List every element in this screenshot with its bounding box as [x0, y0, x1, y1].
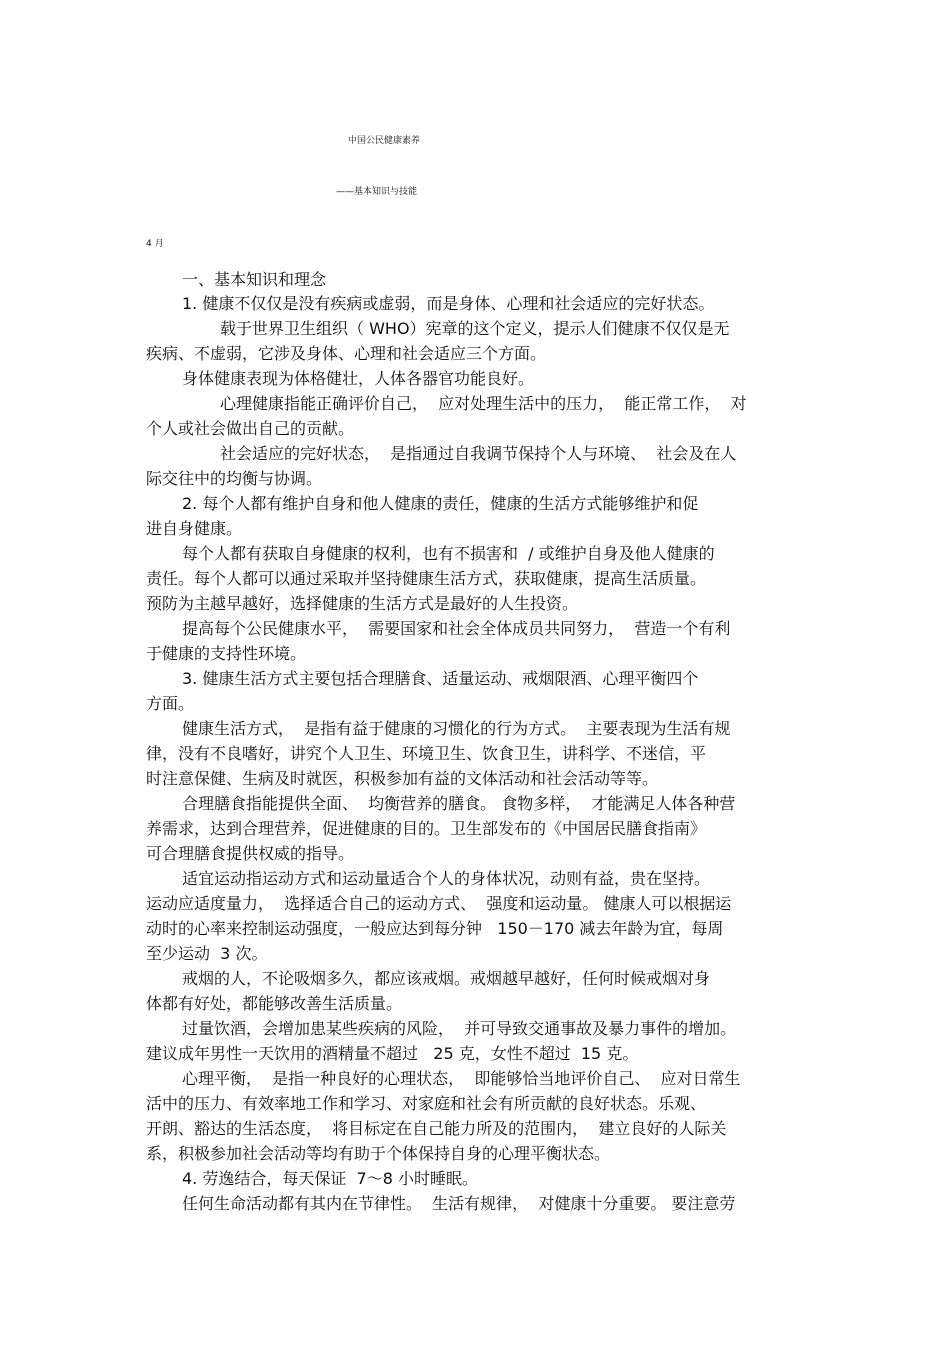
body-line: 1. 健康不仅仅是没有疾病或虚弱，而是身体、心理和社会适应的完好状态。 [182, 294, 715, 313]
body-line: 个人或社会做出自己的贡献。 [146, 419, 355, 438]
month-label: 4 月 [146, 239, 164, 249]
body-line: 进自身健康。 [146, 519, 243, 538]
body-line: 责任。每个人都可以通过采取并坚持健康生活方式，获取健康，提高生活质量。 [146, 569, 707, 588]
body-line: 载于世界卫生组织（ WHO）宪章的这个定义，提示人们健康不仅仅是无 [220, 319, 730, 338]
body-line: 心理平衡， 是指一种良好的心理状态， 即能够恰当地评价自己、 应对日常生 [182, 1069, 741, 1088]
body-line: 至少运动 3 次。 [146, 944, 268, 963]
body-line: 疾病、不虚弱，它涉及身体、心理和社会适应三个方面。 [146, 344, 547, 363]
body-line: 可合理膳食提供权威的指导。 [146, 844, 355, 863]
body-line: 律，没有不良嗜好，讲究个人卫生、环境卫生、饮食卫生，讲科学、不迷信，平 [146, 744, 707, 763]
body-line: 身体健康表现为体格健壮，人体各器官功能良好。 [182, 369, 535, 388]
body-line: 4. 劳逸结合，每天保证 7～8 小时睡眠。 [182, 1169, 478, 1188]
body-line: 健康生活方式， 是指有益于健康的习惯化的行为方式。 主要表现为生活有规 [182, 719, 731, 738]
body-line: 预防为主越早越好，选择健康的生活方式是最好的人生投资。 [146, 594, 579, 613]
body-line: 合理膳食指能提供全面、 均衡营养的膳食。 食物多样， 才能满足人体各种营 [182, 794, 736, 813]
body-line: 方面。 [146, 694, 195, 713]
body-line: 体都有好处，都能够改善生活质量。 [146, 994, 403, 1013]
body-line: 任何生命活动都有其内在节律性。 生活有规律， 对健康十分重要。 要注意劳 [182, 1194, 736, 1213]
body-line: 心理健康指能正确评价自己， 应对处理生活中的压力， 能正常工作， 对 [220, 394, 747, 413]
body-line: 系，积极参加社会活动等均有助于个体保持自身的心理平衡状态。 [146, 1144, 611, 1163]
body-line: 时注意保健、生病及时就医，积极参加有益的文体活动和社会活动等等。 [146, 769, 659, 788]
body-line: 活中的压力、有效率地工作和学习、对家庭和社会有所贡献的良好状态。乐观、 [146, 1094, 707, 1113]
body-line: 2. 每个人都有维护自身和他人健康的责任，健康的生活方式能够维护和促 [182, 494, 699, 513]
body-line: 戒烟的人，不论吸烟多久，都应该戒烟。戒烟越早越好，任何时候戒烟对身 [182, 969, 711, 988]
body-line: 开朗、豁达的生活态度， 将目标定在自己能力所及的范围内， 建立良好的人际关 [146, 1119, 727, 1138]
body-line: 于健康的支持性环境。 [146, 644, 307, 663]
body-line: 养需求，达到合理营养，促进健康的目的。卫生部发布的《中国居民膳食指南》 [146, 819, 707, 838]
body-line: 社会适应的完好状态， 是指通过自我调节保持个人与环境、 社会及在人 [220, 444, 737, 463]
body-line: 动时的心率来控制运动强度，一般应达到每分钟 150－170 减去年龄为宜，每周 [146, 919, 724, 938]
body-line: 运动应适度量力， 选择适合自己的运动方式、 强度和运动量。 健康人可以根据运 [146, 894, 732, 913]
document-subtitle: ——基本知识与技能 [336, 187, 418, 197]
body-line: 一、基本知识和理念 [182, 270, 327, 289]
body-line: 际交往中的均衡与协调。 [146, 469, 323, 488]
body-line: 每个人都有获取自身健康的权利，也有不损害和 / 或维护自身及他人健康的 [182, 544, 715, 563]
body-line: 建议成年男性一天饮用的酒精量不超过 25 克，女性不超过 15 克。 [146, 1044, 639, 1063]
body-line: 提高每个公民健康水平， 需要国家和社会全体成员共同努力， 营造一个有利 [182, 619, 731, 638]
body-line: 适宜运动指运动方式和运动量适合个人的身体状况，动则有益，贵在坚持。 [182, 869, 711, 888]
document-title: 中国公民健康素养 [348, 136, 421, 146]
body-line: 3. 健康生活方式主要包括合理膳食、适量运动、戒烟限酒、心理平衡四个 [182, 669, 699, 688]
body-line: 过量饮酒，会增加患某些疾病的风险， 并可导致交通事故及暴力事件的增加。 [182, 1019, 737, 1038]
